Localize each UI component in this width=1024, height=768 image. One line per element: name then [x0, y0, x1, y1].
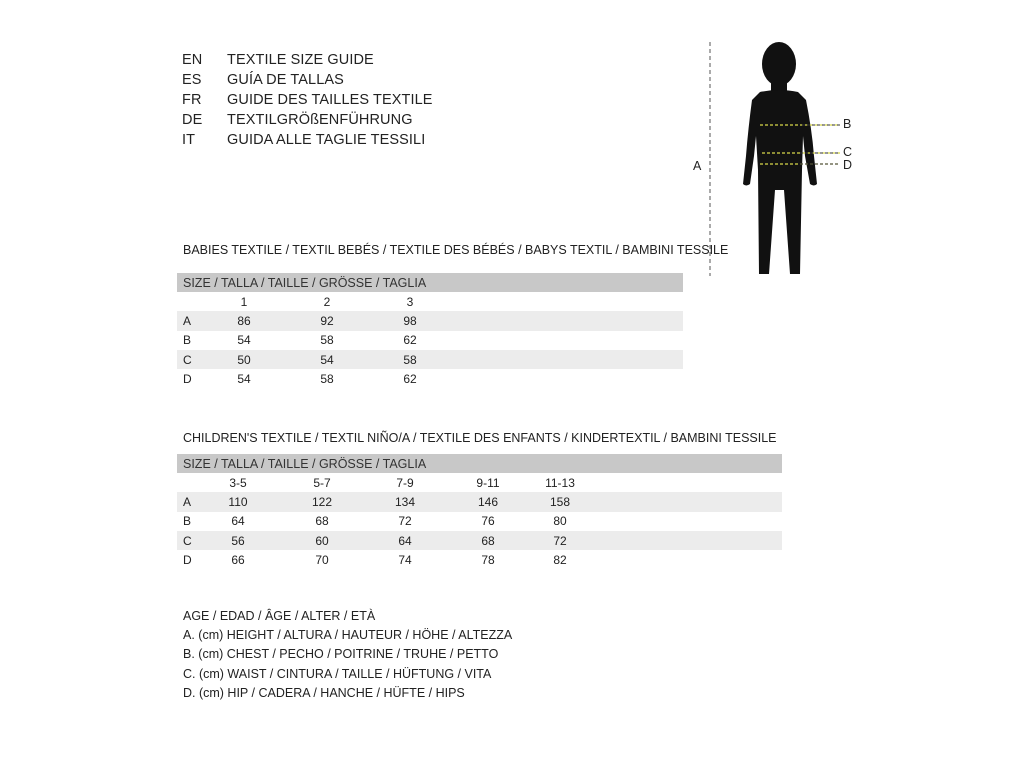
table-row	[177, 531, 782, 550]
table-cell: 92	[320, 313, 334, 328]
language-code: DE	[182, 112, 203, 128]
row-label: D	[183, 552, 192, 567]
label-b: B	[843, 117, 852, 131]
table-cell: 50	[237, 352, 251, 367]
table-cell: 122	[311, 494, 333, 509]
table-row	[177, 331, 683, 350]
table-row	[177, 512, 782, 531]
title-row-it	[182, 130, 433, 150]
size-cell: 9-11	[476, 475, 500, 490]
table-cell: 68	[481, 533, 495, 548]
measurement-legend	[183, 606, 512, 702]
table-cell: 70	[315, 552, 329, 567]
language-code: ES	[182, 72, 202, 88]
row-label: B	[183, 333, 192, 348]
table-row	[177, 492, 782, 511]
table-cell: 62	[403, 371, 417, 386]
table-row	[177, 350, 683, 369]
legend-item: B. (cm) CHEST / PECHO / POITRINE / TRUHE / PETTO	[183, 647, 499, 662]
row-label: D	[183, 371, 192, 386]
size-cell: 5-7	[313, 475, 331, 490]
table-cell: 58	[320, 371, 334, 386]
table-cell: 54	[320, 352, 334, 367]
table-cell: 68	[315, 514, 329, 529]
label-a: A	[693, 159, 702, 173]
table-cell: 56	[231, 533, 245, 548]
row-label: A	[183, 313, 192, 328]
language-code: FR	[182, 92, 202, 108]
size-cell: 3-5	[229, 475, 247, 490]
table-cell: 110	[228, 494, 248, 509]
title-text: GUIDE DES TAILLES TEXTILE	[227, 92, 433, 108]
table-cell: 82	[553, 552, 567, 567]
language-code: EN	[182, 52, 203, 68]
legend-item: C. (cm) WAIST / CINTURA / TAILLE / HÜFTUNG / VITA	[183, 666, 492, 681]
size-row	[177, 292, 683, 311]
table-cell: 64	[398, 533, 412, 548]
title-text: GUÍA DE TALLAS	[227, 72, 344, 88]
title-row-en	[182, 50, 433, 70]
table-cell: 80	[553, 514, 567, 529]
row-label: A	[183, 494, 192, 509]
table-cell: 60	[315, 533, 329, 548]
table-cell: 158	[549, 494, 571, 509]
table-header: SIZE / TALLA / TAILLE / GRÖSSE / TAGLIA	[177, 454, 782, 473]
row-label: C	[183, 352, 192, 367]
size-cell: 2	[323, 294, 331, 309]
title-block	[182, 50, 433, 150]
title-text: TEXTILE SIZE GUIDE	[227, 52, 374, 68]
language-code: IT	[182, 132, 196, 148]
table-cell: 98	[403, 313, 417, 328]
table-cell: 74	[398, 552, 412, 567]
title-row-fr	[182, 90, 433, 110]
table-row	[177, 311, 683, 330]
table-cell: 86	[237, 313, 251, 328]
title-row-de	[182, 110, 433, 130]
children-size-table	[177, 454, 782, 569]
table-cell: 54	[237, 333, 251, 348]
child-silhouette	[743, 42, 817, 274]
legend-item: D. (cm) HIP / CADERA / HANCHE / HÜFTE / HIPS	[183, 685, 465, 700]
label-c: C	[843, 145, 853, 159]
table-row	[177, 550, 782, 569]
table-header: SIZE / TALLA / TAILLE / GRÖSSE / TAGLIA	[177, 273, 683, 292]
table-cell: 58	[320, 333, 334, 348]
size-cell: 3	[406, 294, 414, 309]
size-cell: 7-9	[396, 475, 414, 490]
table-cell: 64	[231, 514, 245, 529]
size-row	[177, 473, 782, 492]
table-cell: 54	[237, 371, 251, 386]
title-text: GUIDA ALLE TAGLIE TESSILI	[227, 132, 426, 148]
legend-item: AGE / EDAD / ÂGE / ALTER / ETÀ	[183, 608, 376, 623]
table-cell: 134	[394, 494, 416, 509]
legend-item: A. (cm) HEIGHT / ALTURA / HAUTEUR / HÖHE / ALTEZZA	[183, 627, 513, 642]
row-label: C	[183, 533, 192, 548]
label-d: D	[843, 158, 853, 172]
table-cell: 62	[403, 333, 417, 348]
babies-size-table	[177, 273, 683, 388]
table-cell: 146	[477, 494, 499, 509]
table-row	[177, 369, 683, 388]
table-cell: 78	[481, 552, 495, 567]
title-text: TEXTILGRÖßENFÜHRUNG	[227, 112, 413, 128]
size-cell: 1	[240, 294, 248, 309]
table-cell: 58	[403, 352, 417, 367]
table-cell: 76	[481, 514, 495, 529]
children-heading: CHILDREN'S TEXTILE / TEXTIL NIÑO/A / TEXTILE DES ENFANTS / KINDERTEXTIL / BAMBINI TESSILE	[183, 431, 777, 445]
table-cell: 66	[231, 552, 245, 567]
body-measurement-figure	[690, 38, 870, 278]
title-row-es	[182, 70, 433, 90]
size-cell: 11-13	[545, 475, 575, 490]
babies-heading: BABIES TEXTILE / TEXTIL BEBÉS / TEXTILE DES BÉBÉS / BABYS TEXTIL / BAMBINI TESSILE	[183, 243, 729, 257]
table-cell: 72	[553, 533, 567, 548]
row-label: B	[183, 514, 192, 529]
table-cell: 72	[398, 514, 412, 529]
